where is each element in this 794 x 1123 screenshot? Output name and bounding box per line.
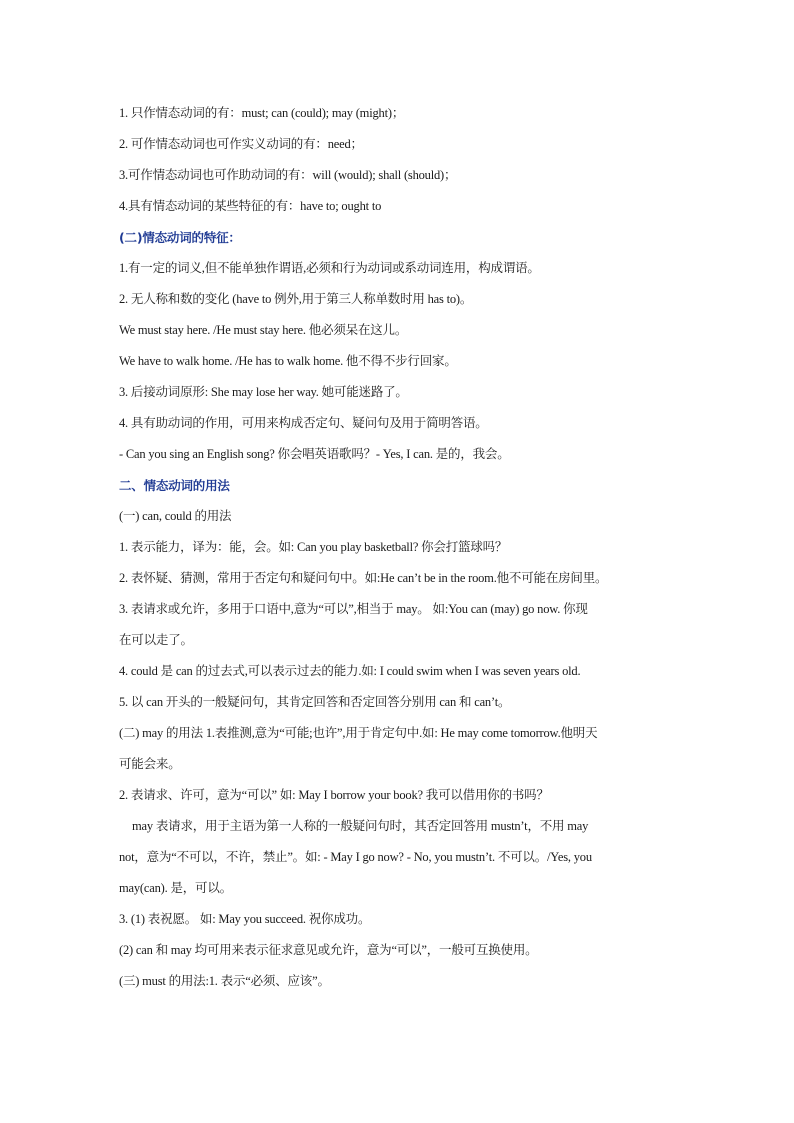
may-request-note-end: may(can). 是，可以。 (119, 881, 232, 895)
example-can-sing: - Can you sing an English song? 你会唱英语歌吗？- Yes, I can. 是的，我会。 (119, 447, 510, 461)
subheading-may: (二) may 的用法 1.表推测,意为“可能;也许”,用于肯定句中.如: He may come tomorrow.他明天 (119, 726, 598, 740)
subheading-can-could: (一) can, could 的用法 (119, 509, 232, 523)
list-item-modal-only: 1. 只作情态动词的有：must; can (could); may (might)； (119, 106, 405, 120)
may-wish: 3. (1) 表祝愿。 如: May you succeed. 祝你成功。 (119, 912, 371, 926)
feature-base-form: 3. 后接动词原形: She may lose her way. 她可能迷路了。 (119, 385, 408, 399)
can-permission-cont: 在可以走了。 (119, 633, 193, 647)
may-request: 2. 表请求、许可，意为“可以” 如: May I borrow your book? 我可以借用你的书吗？ (119, 788, 549, 802)
example-have-to: We have to walk home. /He has to walk home. 他不得不步行回家。 (119, 354, 457, 368)
can-question-answer: 5. 以 can 开头的一般疑问句，其肯定回答和否定回答分别用 can 和 can’t。 (119, 695, 511, 709)
can-ability: 1. 表示能力，译为：能，会。如: Can you play basketball? 你会打篮球吗？ (119, 540, 508, 554)
feature-no-person-number: 2. 无人称和数的变化 (have to 例外,用于第三人称单数时用 has to)。 (119, 292, 473, 306)
may-speculation-cont: 可能会来。 (119, 757, 181, 771)
feature-meaning: 1.有一定的词义,但不能单独作谓语,必须和行为动词或系动词连用，构成谓语。 (119, 261, 540, 275)
example-must: We must stay here. /He must stay here. 他必须呆在这儿。 (119, 323, 408, 337)
feature-auxiliary-role: 4. 具有助动词的作用，可用来构成否定句、疑问句及用于简明答语。 (119, 416, 488, 430)
list-item-modal-and-auxiliary: 3.可作情态动词也可作助动词的有：will (would); shall (should)； (119, 168, 457, 182)
list-item-modal-like: 4.具有情态动词的某些特征的有：have to; ought to (119, 199, 382, 213)
document-body (119, 98, 679, 997)
list-item-modal-and-notional: 2. 可作情态动词也可作实义动词的有：need； (119, 137, 363, 151)
section-heading-features: (二)情态动词的特征： (119, 230, 241, 245)
subheading-must: (三) must 的用法:1. 表示“必须、应该”。 (119, 974, 330, 988)
can-doubt: 2. 表怀疑、猜测，常用于否定句和疑问句中。如:He can’t be in the room.他不可能在房间里。 (119, 571, 608, 585)
may-request-note-cont: not，意为“不可以，不许，禁止”。如: - May I go now? - No, you mustn’t. 不可以。/Yes, you (119, 850, 592, 864)
may-request-note: may 表请求，用于主语为第一人称的一般疑问句时，其否定回答用 mustn’t，不用 may (132, 819, 589, 833)
can-may-interchange: (2) can 和 may 均可用来表示征求意见或允许，意为“可以”，一般可互换使用。 (119, 943, 538, 957)
section-heading-usage: 二、情态动词的用法 (119, 478, 230, 493)
could-past: 4. could 是 can 的过去式,可以表示过去的能力.如: I could swim when I was seven years old. (119, 664, 581, 678)
can-permission: 3. 表请求或允许，多用于口语中,意为“可以”,相当于 may。 如:You can (may) go now. 你现 (119, 602, 588, 616)
